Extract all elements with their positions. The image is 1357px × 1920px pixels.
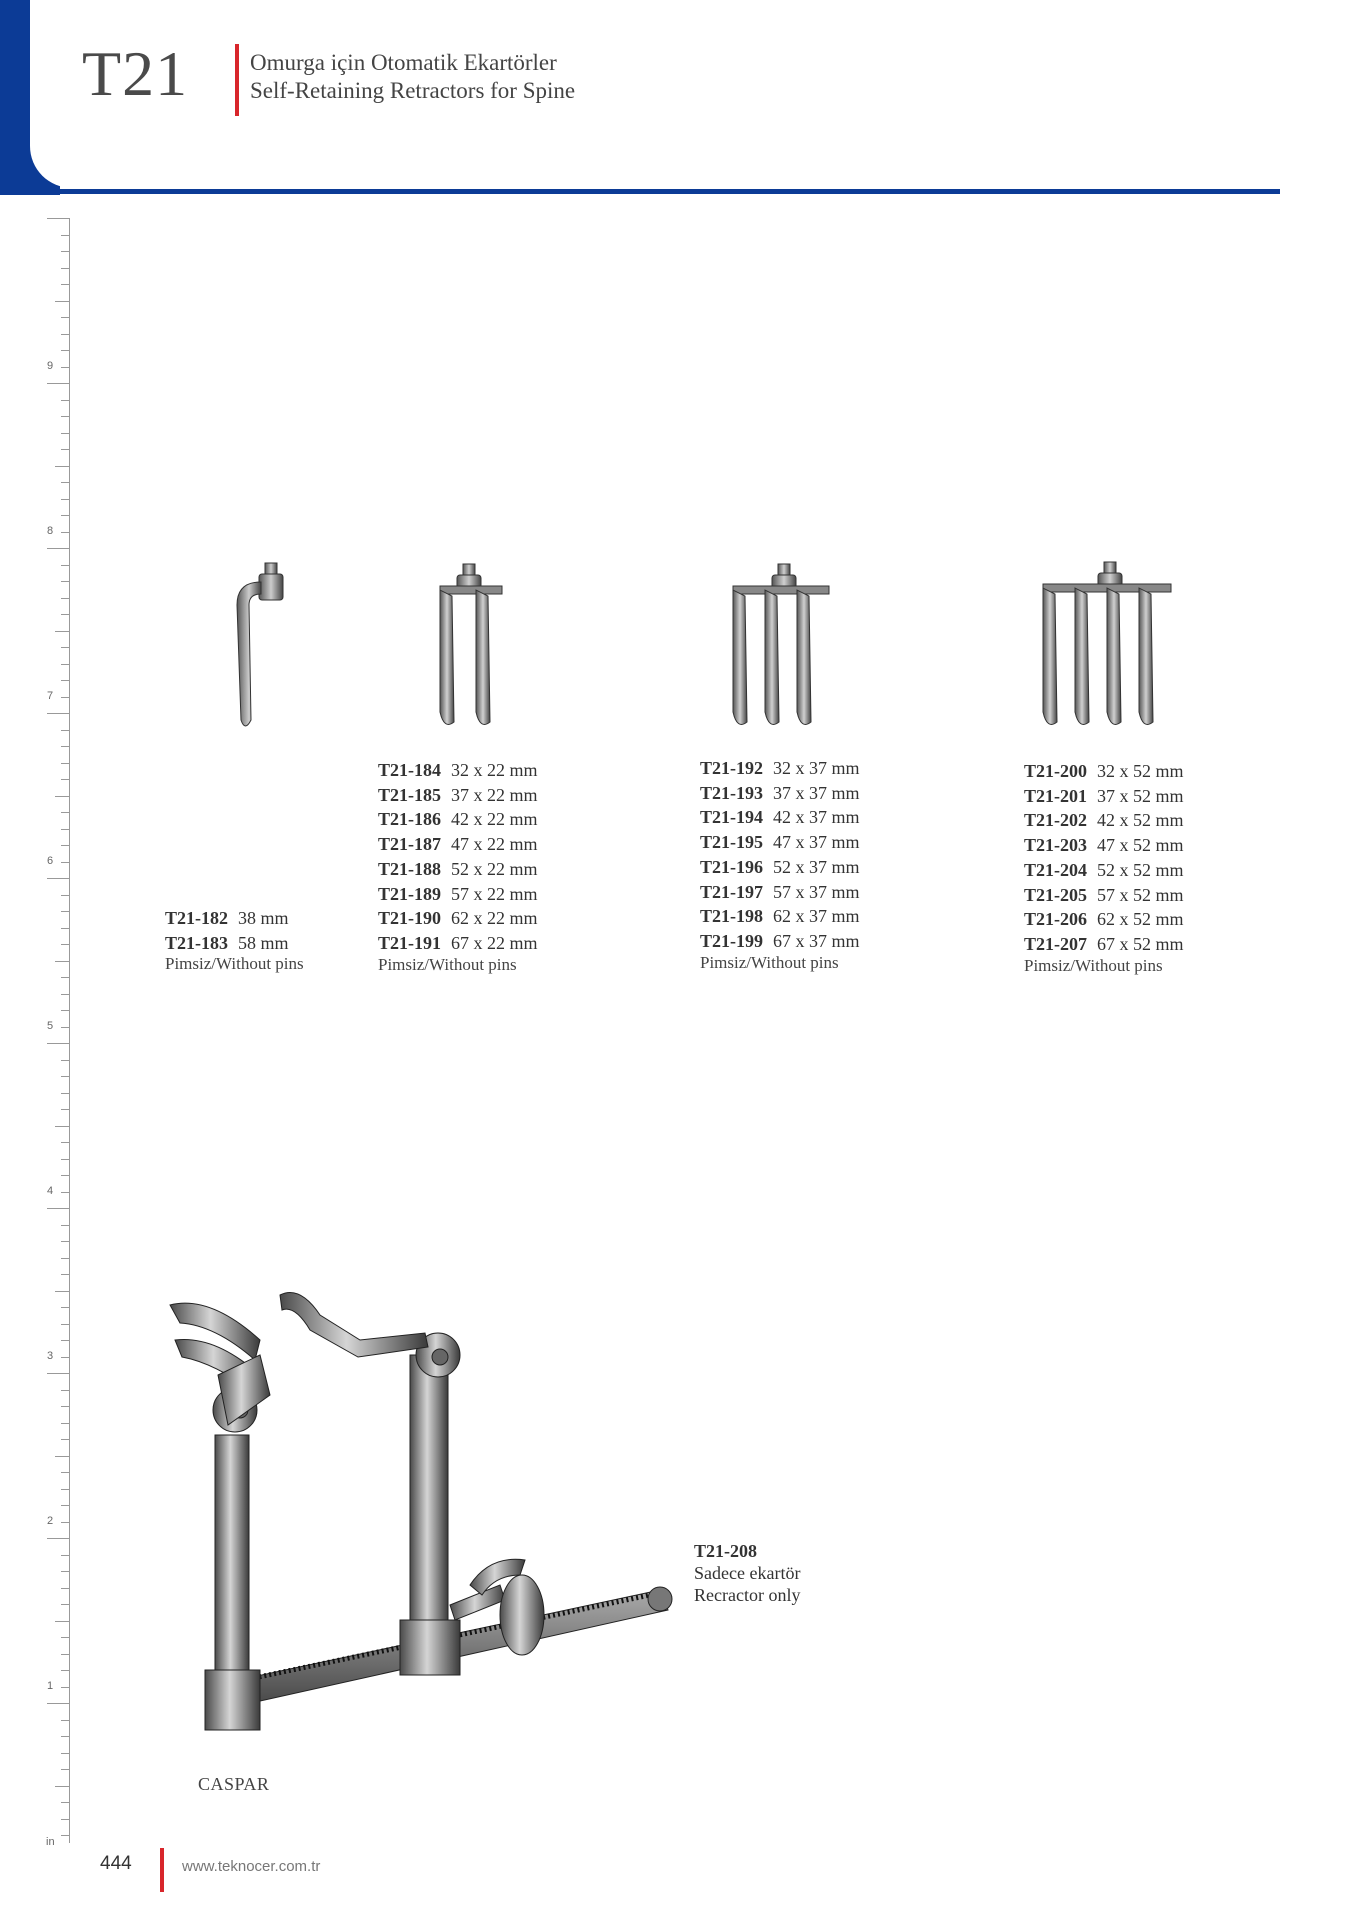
ruler-tick <box>61 1604 69 1605</box>
product-code: T21-203 <box>1024 835 1087 856</box>
product-size: 32 x 37 mm <box>773 758 860 778</box>
ruler-label: 4 <box>47 1185 54 1197</box>
list-item <box>700 855 860 880</box>
product-code: T21-202 <box>1024 810 1087 831</box>
ruler-tick <box>61 1769 69 1770</box>
ruler-label: 2 <box>47 1515 54 1527</box>
product-size: 67 x 52 mm <box>1097 933 1184 954</box>
ruler-tick <box>61 697 69 698</box>
ruler-tick <box>61 1670 69 1671</box>
list-item <box>700 805 860 830</box>
ruler-tick <box>61 1439 69 1440</box>
ruler-tick <box>61 1340 69 1341</box>
product-size: 37 x 22 mm <box>451 784 538 805</box>
product-code: T21-183 <box>165 932 228 953</box>
pin-note: Pimsiz/Without pins <box>700 952 839 972</box>
ruler-tick <box>61 1505 69 1506</box>
ruler-tick <box>61 1472 69 1473</box>
ruler-tick <box>61 1258 69 1259</box>
product-code: T21-206 <box>1024 909 1087 930</box>
ruler-tick <box>61 746 69 747</box>
header-red-bar <box>235 44 239 116</box>
ruler-tick <box>61 779 69 780</box>
ruler-tick <box>47 1043 69 1044</box>
list-item <box>378 783 538 808</box>
product-code: T21-185 <box>378 784 441 805</box>
product-code: T21-189 <box>378 883 441 904</box>
list-item <box>378 807 538 832</box>
spec-group-4 <box>1024 759 1184 978</box>
ruler-tick <box>47 1373 69 1374</box>
list-item <box>1024 883 1184 908</box>
ruler-tick <box>61 1324 69 1325</box>
product-code: T21-184 <box>378 760 441 780</box>
caspar-label: CASPAR <box>198 1774 270 1794</box>
ruler-tick <box>55 631 69 632</box>
product-code: T21-187 <box>378 834 441 855</box>
ruler-tick <box>61 944 69 945</box>
list-item <box>1024 907 1184 932</box>
product-size: 62 x 37 mm <box>773 906 860 927</box>
ruler-tick <box>61 515 69 516</box>
product-size: 42 x 22 mm <box>451 809 538 830</box>
product-size: 62 x 22 mm <box>451 908 538 929</box>
product-size: 47 x 22 mm <box>451 834 538 855</box>
ruler-tick <box>61 1406 69 1407</box>
ruler-tick <box>61 268 69 269</box>
ruler-label: 3 <box>47 1350 54 1362</box>
ruler-tick <box>47 548 69 549</box>
ruler-tick <box>61 350 69 351</box>
ruler-tick <box>47 713 69 714</box>
ruler-tick <box>61 1802 69 1803</box>
ruler-tick <box>47 218 69 219</box>
ruler-tick <box>61 1753 69 1754</box>
product-code: T21-190 <box>378 908 441 929</box>
ruler-tick <box>55 1291 69 1292</box>
product-code: T21-194 <box>700 807 763 828</box>
page-number: 444 <box>100 1853 132 1874</box>
ruler-tick <box>61 1307 69 1308</box>
product-code: T21-208 <box>694 1541 757 1561</box>
product-code: T21-186 <box>378 809 441 830</box>
ruler-tick <box>47 878 69 879</box>
section-title-en: Self-Retaining Retractors for Spine <box>250 78 576 103</box>
ruler-tick <box>55 1456 69 1457</box>
product-size: 42 x 52 mm <box>1097 810 1184 831</box>
ruler-tick <box>61 1390 69 1391</box>
ruler-tick <box>61 1654 69 1655</box>
ruler-tick <box>61 532 69 533</box>
spec-group-2 <box>378 758 538 977</box>
ruler-tick <box>61 1142 69 1143</box>
ruler-tick <box>61 664 69 665</box>
ruler-tick <box>61 1522 69 1523</box>
spec-group-3 <box>700 756 860 975</box>
retractor-blade-two-prong-image <box>430 562 510 732</box>
ruler-tick <box>61 1109 69 1110</box>
product-size: 47 x 52 mm <box>1097 835 1184 856</box>
pin-note: Pimsiz/Without pins <box>1024 955 1163 975</box>
list-item <box>700 756 860 781</box>
list-item <box>378 758 538 783</box>
product-size: 32 x 22 mm <box>451 760 538 780</box>
caspar-spec <box>694 1540 800 1606</box>
ruler-tick <box>55 1621 69 1622</box>
ruler-label: 8 <box>47 525 54 537</box>
ruler-tick <box>61 1175 69 1176</box>
ruler-tick <box>47 383 69 384</box>
product-code: T21-200 <box>1024 761 1087 781</box>
ruler-tick <box>61 928 69 929</box>
ruler-tick <box>61 1687 69 1688</box>
ruler-tick <box>61 1571 69 1572</box>
product-size: 57 x 22 mm <box>451 883 538 904</box>
retractor-blade-four-prong-image <box>1035 560 1175 735</box>
retractor-note-en: Recractor only <box>694 1585 801 1605</box>
ruler-tick <box>61 581 69 582</box>
ruler-tick <box>55 466 69 467</box>
ruler-tick <box>61 1588 69 1589</box>
ruler-label: 1 <box>47 1680 54 1692</box>
ruler-tick <box>61 895 69 896</box>
list-item <box>378 931 538 956</box>
ruler-tick <box>55 796 69 797</box>
ruler-tick <box>61 482 69 483</box>
ruler-tick <box>61 1423 69 1424</box>
product-code: T21-182 <box>165 908 228 928</box>
ruler-tick <box>61 1192 69 1193</box>
ruler-tick <box>61 1357 69 1358</box>
ruler-tick <box>61 1060 69 1061</box>
product-size: 52 x 22 mm <box>451 858 538 879</box>
product-size: 67 x 37 mm <box>773 930 860 951</box>
section-title-tr: Omurga için Otomatik Ekartörler <box>250 50 557 75</box>
product-code: T21-195 <box>700 832 763 853</box>
spec-group-1 <box>165 906 304 977</box>
footer-red-bar <box>160 1848 164 1892</box>
retractor-blade-three-prong-image <box>725 562 835 732</box>
ruler-tick <box>61 994 69 995</box>
ruler-tick <box>61 598 69 599</box>
ruler-tick <box>61 565 69 566</box>
ruler-tick <box>61 1637 69 1638</box>
ruler-tick <box>61 763 69 764</box>
product-code: T21-198 <box>700 906 763 927</box>
list-item <box>1024 808 1184 833</box>
ruler-tick <box>55 1126 69 1127</box>
product-size: 38 mm <box>238 908 289 928</box>
list-item <box>700 880 860 905</box>
header-panel <box>30 0 1280 188</box>
list-item <box>1024 759 1184 784</box>
product-code: T21-188 <box>378 858 441 879</box>
product-size: 57 x 37 mm <box>773 881 860 902</box>
retractor-note-tr: Sadece ekartör <box>694 1563 801 1583</box>
product-code: T21-191 <box>378 932 441 953</box>
ruler-tick <box>61 317 69 318</box>
ruler-tick <box>61 284 69 285</box>
product-size: 57 x 52 mm <box>1097 884 1184 905</box>
ruler-tick <box>47 1208 69 1209</box>
ruler-tick <box>61 829 69 830</box>
product-size: 52 x 37 mm <box>773 856 860 877</box>
ruler-tick <box>47 1703 69 1704</box>
ruler-tick <box>61 730 69 731</box>
product-size: 47 x 37 mm <box>773 832 860 853</box>
retractor-blade-single-image <box>225 560 290 735</box>
ruler-tick <box>55 1786 69 1787</box>
ruler-tick <box>61 647 69 648</box>
ruler-tick <box>61 499 69 500</box>
list-item <box>700 830 860 855</box>
list-item <box>1024 932 1184 957</box>
inch-ruler <box>20 218 72 1848</box>
product-code: T21-197 <box>700 881 763 902</box>
product-code: T21-201 <box>1024 785 1087 806</box>
ruler-tick <box>61 977 69 978</box>
list-item <box>700 781 860 806</box>
list-item <box>1024 833 1184 858</box>
product-code: T21-204 <box>1024 859 1087 880</box>
list-item <box>378 906 538 931</box>
list-item <box>378 882 538 907</box>
ruler-tick <box>61 1225 69 1226</box>
list-item <box>1024 858 1184 883</box>
ruler-tick <box>61 1489 69 1490</box>
ruler-tick <box>61 1159 69 1160</box>
section-code: T21 <box>82 38 189 109</box>
header-divider <box>40 189 1280 194</box>
ruler-label: 9 <box>47 360 54 372</box>
pin-note: Pimsiz/Without pins <box>378 954 517 974</box>
ruler-tick <box>61 812 69 813</box>
list-item <box>378 857 538 882</box>
list-item <box>700 929 860 954</box>
product-size: 37 x 52 mm <box>1097 785 1184 806</box>
ruler-tick <box>61 1027 69 1028</box>
ruler-tick <box>61 1010 69 1011</box>
ruler-axis <box>69 218 70 1843</box>
list-item <box>378 832 538 857</box>
ruler-tick <box>61 911 69 912</box>
ruler-label: 5 <box>47 1020 54 1032</box>
ruler-tick <box>61 235 69 236</box>
ruler-label: 7 <box>47 690 54 702</box>
product-code: T21-196 <box>700 856 763 877</box>
ruler-tick <box>61 1555 69 1556</box>
product-code: T21-193 <box>700 782 763 803</box>
ruler-tick <box>61 416 69 417</box>
product-code: T21-205 <box>1024 884 1087 905</box>
product-size: 42 x 37 mm <box>773 807 860 828</box>
ruler-tick <box>61 1819 69 1820</box>
ruler-tick <box>61 680 69 681</box>
ruler-tick <box>61 1835 69 1836</box>
ruler-tick <box>55 961 69 962</box>
product-size: 32 x 52 mm <box>1097 761 1184 781</box>
ruler-unit: in <box>46 1836 55 1848</box>
pin-note: Pimsiz/Without pins <box>165 954 304 974</box>
ruler-tick <box>61 449 69 450</box>
ruler-tick <box>61 845 69 846</box>
product-size: 58 mm <box>238 932 289 953</box>
product-size: 62 x 52 mm <box>1097 909 1184 930</box>
ruler-tick <box>61 1736 69 1737</box>
caspar-retractor-image <box>160 1285 680 1755</box>
ruler-tick <box>61 1274 69 1275</box>
product-code: T21-192 <box>700 758 763 778</box>
ruler-tick <box>61 251 69 252</box>
ruler-tick <box>61 367 69 368</box>
list-item <box>165 906 304 931</box>
ruler-label: 6 <box>47 855 54 867</box>
ruler-tick <box>61 1720 69 1721</box>
ruler-tick <box>61 614 69 615</box>
ruler-tick <box>61 862 69 863</box>
website-url: www.teknocer.com.tr <box>182 1858 321 1875</box>
product-code: T21-199 <box>700 930 763 951</box>
ruler-tick <box>61 334 69 335</box>
product-code: T21-207 <box>1024 933 1087 954</box>
ruler-tick <box>61 1093 69 1094</box>
ruler-tick <box>61 433 69 434</box>
list-item <box>700 904 860 929</box>
product-size: 67 x 22 mm <box>451 932 538 953</box>
ruler-tick <box>61 1241 69 1242</box>
ruler-tick <box>61 1076 69 1077</box>
list-item <box>1024 784 1184 809</box>
ruler-tick <box>61 400 69 401</box>
ruler-tick <box>55 301 69 302</box>
product-size: 52 x 52 mm <box>1097 859 1184 880</box>
product-size: 37 x 37 mm <box>773 782 860 803</box>
ruler-tick <box>47 1538 69 1539</box>
